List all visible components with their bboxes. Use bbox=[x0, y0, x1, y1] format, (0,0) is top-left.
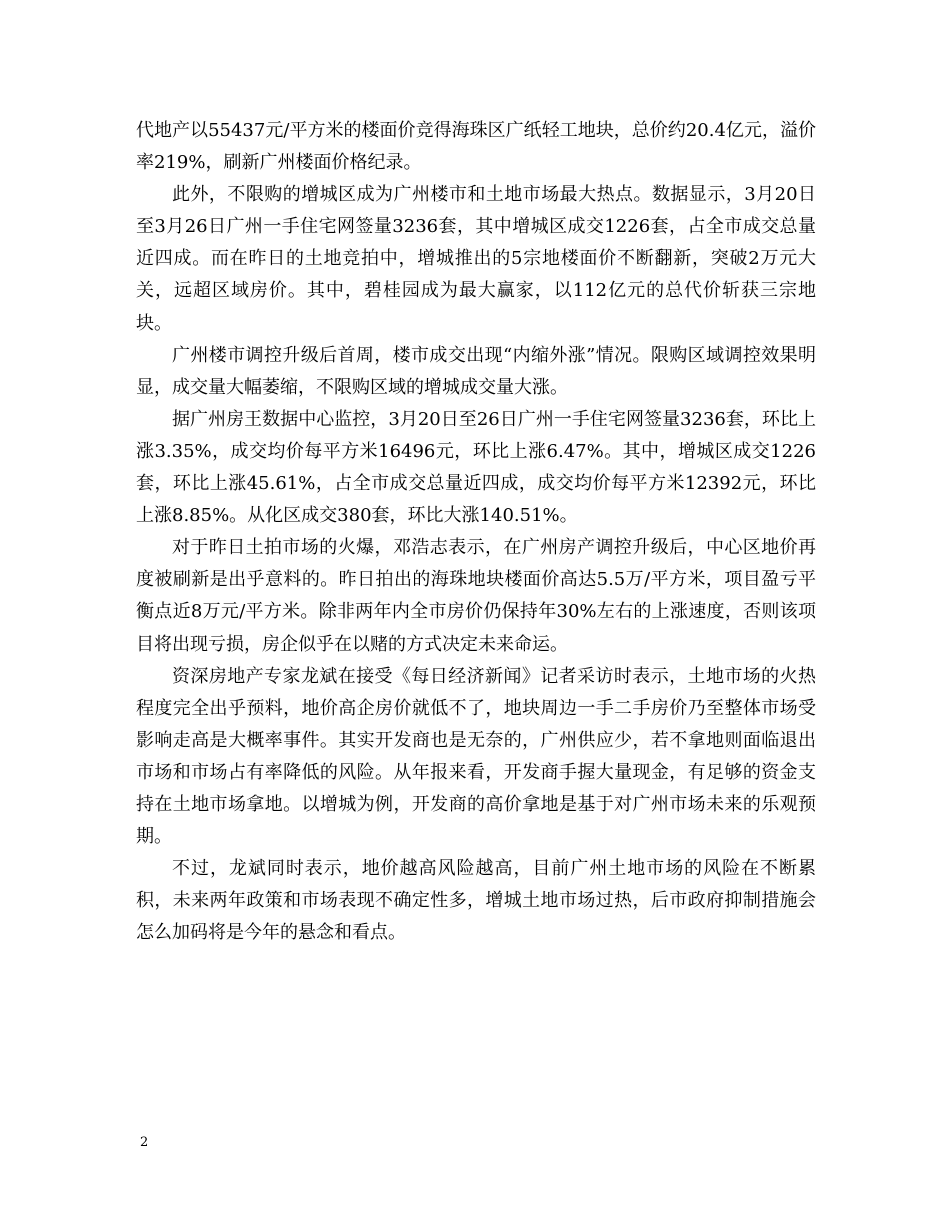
paragraph-6: 资深房地产专家龙斌在接受《每日经济新闻》记者采访时表示，土地市场的火热程度完全出乎预料，地价高企房价就低不了，地块周边一手二手房价乃至整体市场受影响走高是大概率事件。其实开发商也是无奈的，广州供应少，若不拿地则面临退出市场和市场占有率降低的风险。从年报来看，开发商手握大量现金，有足够的资金支持在土地市场拿地。以增城为例，开发商的高价拿地是基于对广州市场未来的乐观预期。 bbox=[136, 665, 816, 848]
paragraph-7: 不过，龙斌同时表示，地价越高风险越高，目前广州土地市场的风险在不断累积，未来两年政策和市场表现不确定性多，增城土地市场过热，后市政府抑制措施会怎么加码将是今年的悬念和看点。 bbox=[136, 858, 816, 944]
page-number: 2 bbox=[140, 1135, 149, 1150]
paragraph-2: 此外，不限购的增城区成为广州楼市和土地市场最大热点。数据显示，3月20日至3月26日广州一手住宅网签量3236套，其中增城区成交1226套，占全市成交总量近四成。而在昨日的土地竞拍中，增城推出的5宗地楼面价不断翻新，突破2万元大关，远超区域房价。其中，碧桂园成为最大赢家，以112亿元的总代价斩获三宗地块。 bbox=[136, 184, 816, 334]
document-body bbox=[136, 115, 816, 949]
paragraph-3: 广州楼市调控升级后首周，楼市成交出现“内缩外涨”情况。限购区域调控效果明显，成交量大幅萎缩，不限购区域的增城成交量大涨。 bbox=[136, 344, 816, 398]
paragraph-1: 代地产以55437元/平方米的楼面价竞得海珠区广纸轻工地块，总价约20.4亿元，溢价率219%，刷新广州楼面价格纪录。 bbox=[136, 120, 816, 174]
paragraph-4: 据广州房王数据中心监控，3月20日至26日广州一手住宅网签量3236套，环比上涨3.35%，成交均价每平方米16496元，环比上涨6.47%。其中，增城区成交1226套，环比上涨45.61%，占全市成交总量近四成，成交均价每平方米12392元，环比上涨8.85%。从化区成交380套，环比大涨140.51%。 bbox=[136, 408, 816, 527]
paragraph-5: 对于昨日土拍市场的火爆，邓浩志表示，在广州房产调控升级后，中心区地价再度被刷新是出乎意料的。昨日拍出的海珠地块楼面价高达5.5万/平方米，项目盈亏平衡点近8万元/平方米。除非两年内全市房价仍保持年30%左右的上涨速度，否则该项目将出现亏损，房企似乎在以赌的方式决定未来命运。 bbox=[136, 537, 816, 655]
